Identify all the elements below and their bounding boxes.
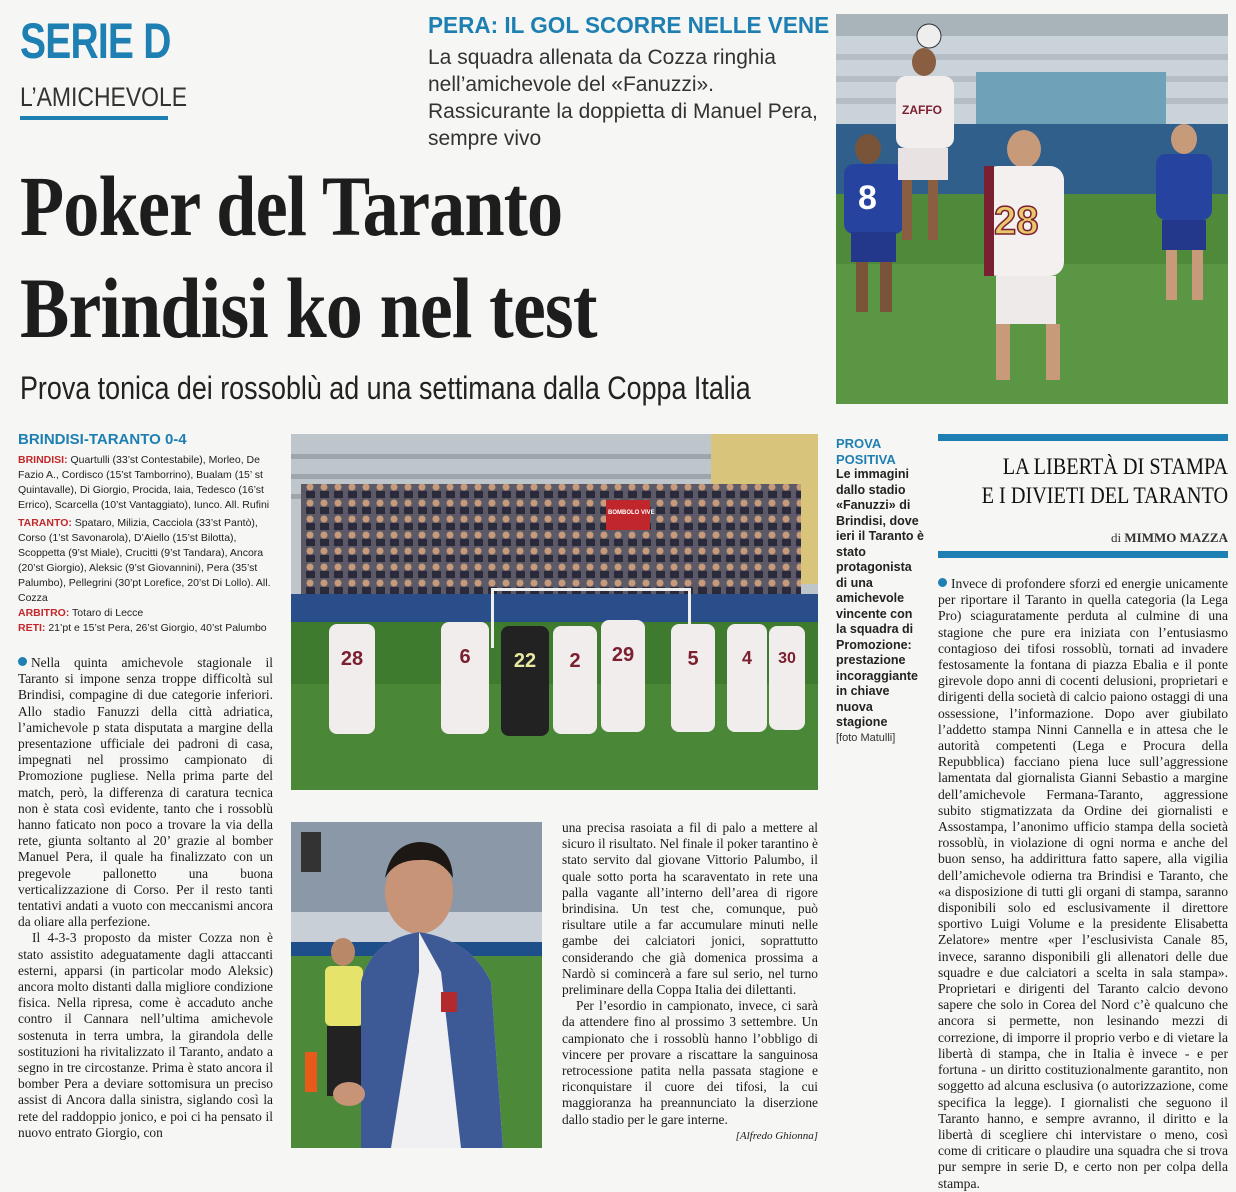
article-paragraph-1: Nella quinta amichevole stagionale il Taranto si impone senza troppe difficoltà sul Brindisi, compagine di due categorie inferiori. Allo stadio Fanuzzi della città adriatica, l’amichevole p stata disputata a margine della presentazione ufficiale dei padroni di casa, impegnati nel prossimo campionato di Promozione pugliese. Nella prima parte del match, però, la differenza di caratura tecnica non è stata così evidente, tanto che i rossoblù hanno faticato non poco a trovare la via della rete, giunta soltanto al 20’ grazie al bomber Manuel Pera, il quale ha finalizzato con un pregevole pallonetto una buona verticalizzazione di Corso. Per il resto tanti tentativi andati a vuoto con meccanismi ancora da oliare alla perfezione. <box>18 655 273 930</box>
arbitro-label: ARBITRO: <box>18 607 70 619</box>
goals-line <box>18 621 280 636</box>
match-action-photo <box>836 14 1228 404</box>
sidebar-rule-bottom <box>938 551 1228 558</box>
article-column-3 <box>562 820 818 1144</box>
player-number: 5 <box>687 648 699 670</box>
caption-title-line2: POSITIVA <box>836 451 896 467</box>
match-scorebox <box>18 432 280 636</box>
team-celebration-photo <box>291 434 818 790</box>
article-column-1 <box>18 655 273 1141</box>
player-number: 28 <box>340 648 364 670</box>
subsection-label: L’AMICHEVOLE <box>20 82 188 112</box>
player-figure <box>553 626 597 734</box>
shirt-sponsor-text: ZAFFO <box>902 103 942 117</box>
headline-line1: Poker del Taranto <box>20 158 563 254</box>
caption-text: Le immagini dallo stadio «Fanuzzi» di Brindisi, dove ieri il Taranto è stato protagonista di una amichevole vincente con la squadra di Promozione: prestazione incoraggiante in chiave nuova stagione <box>836 467 924 729</box>
player-figure <box>601 620 645 732</box>
arbitro-text: Totaro di Lecce <box>69 607 144 619</box>
sidebar-title-line2: E I DIVIETI DEL TARANTO <box>981 483 1228 508</box>
taranto-label: TARANTO: <box>18 517 72 529</box>
brindisi-label: BRINDISI: <box>18 454 68 466</box>
sidebar-title-line1: LA LIBERTÀ DI STAMPA <box>1002 454 1228 479</box>
player-number: 6 <box>459 646 471 668</box>
sidebar-title <box>938 452 1228 510</box>
deck: Prova tonica dei rossoblù ad una settimana dalla Coppa Italia <box>20 370 751 406</box>
player-figure <box>329 624 375 734</box>
kicker-text: La squadra allenata da Cozza ringhia nell’amichevole del «Fanuzzi». Rassicurante la doppietta di Manuel Pera, sempre vivo <box>428 46 818 150</box>
goalkeeper-figure <box>501 626 549 736</box>
player-number: 22 <box>513 650 537 672</box>
taranto-text: Spataro, Milizia, Cacciola (33’st Pantò), Corso (1’st Savonarola), D’Aiello (15’st Bilotta), Scoppetta (9’st Miale), Crucitti (9’st Tandara), Ancora (20’st Giorgio), Aleksic (9’st Giovannini), Pera (35’st Palumbo), Pellegrini (30’pt Lorefice, 20’st Di Lollo). All. Cozza <box>18 517 271 604</box>
bullet-icon <box>938 578 947 587</box>
player-figure <box>727 624 767 732</box>
coach-photo <box>291 822 542 1148</box>
player-number: 30 <box>778 650 796 667</box>
player-figure <box>769 626 805 730</box>
kicker-title: PERA: IL GOL SCORRE NELLE VENE <box>428 12 830 38</box>
sidebar-rule-top <box>938 434 1228 441</box>
bullet-icon <box>18 657 27 666</box>
player-number: 29 <box>611 644 635 666</box>
player-figure <box>441 622 489 734</box>
article-paragraph-2: Il 4-3-3 proposto da mister Cozza non è stato assistito adeguatamente dagli attaccanti esterni, apparsi (in particolar modo Aleksic) ancora molto distanti dalla migliore condizione fisica. Nella ripresa, come è accaduto anche contro il Cannara nell’ultima amichevole sostenuta in terra umbra, la girandola delle sostituzioni ha rivitalizzato il Taranto, andato a segno in tre circostanze. Prima è stato ancora il bomber Pera a deviare sottomisura un preciso assist di Ancora dalla sinistra, siglando così la rete del raddoppio jonico, e poi ci ha pensato il nuovo entrato Giorgio, con <box>18 930 273 1140</box>
referee-line <box>18 606 280 621</box>
article-credit: [Alfredo Ghionna] <box>735 1129 818 1142</box>
article-paragraph-4: Per l’esordio in campionato, invece, ci sarà da attendere fino al prossimo 3 settembre. Un campionato che i rossoblù hanno l’obbligo di vincere per provare a riscattare la sanguinosa retrocessione patita nella passata stagione e riconquistare il cuore dei tifosi, la cui maggioranza ha preannunciato la diserzione dallo stadio per le gare interne. <box>562 998 818 1127</box>
brindisi-lineup <box>18 453 280 513</box>
byline-author: MIMMO MAZZA <box>1124 530 1228 545</box>
player-number: 2 <box>569 650 581 672</box>
shirt-number-28: 28 <box>994 199 1039 243</box>
article-paragraph-3: una precisa rasoiata a fil di palo a mettere al sicuro il risultato. Nel finale il poker tarantino è stato servito dal giovane Vittorio Palumbo, il quale sotto porta ha scaraventato in rete una palla vagante all’interno dell’area di rigore brindisina. Un test che, comunque, può risultare utile a far accumulare minuti nelle gambe dei calciatori jonici, soprattutto considerando che già domenica prossima a Nardò si comincerà a fare sul serio, nel turno preliminare della Coppa Italia dei dilettanti. <box>562 820 818 998</box>
taranto-lineup <box>18 516 280 606</box>
subsection-rule <box>20 116 168 120</box>
photo-caption <box>836 436 926 746</box>
sidebar-text: Invece di profondere sforzi ed energie unicamente per riportare il Taranto in quella categoria (la Lega Pro) sciaguratamente perduta al culmine di una stagione che pure era iniziata con l’entusiasmo contagioso dei tifosi rossoblù, tornati ad invadere festosamente la fontana di piazza Ebalia e il ponte girevole dopo anni di cocenti delusioni, proprietari e dirigenti della società di calcio paiono ostaggi di una ossessione, l’informazione. Dopo aver giubilato l’addetto stampa Ninni Cannella e in attesa che le autorità competenti (Lega e Procura della Repubblica) facciano piena luce sull’aggressione lamentata dal giornalista Gianni Sebastio a margine dell’amichevole Fermana-Taranto, aggressione subito stigmatizzata da Ordine dei giornalisti e Assostampa, l’anonimo ufficio stampa della società rossoblù, in violazione di ogni norma e anche del buon senso, ha addirittura fatto sapere, alla vigilia dell’amichevole odierna tra Brindisi e Taranto, che «a disposizione di tutti gli organi di stampa, saranno disponibili solo ed esclusivamente il direttore sportivo Luigi Volume e la presidente Elisabetta Zelatore» mentre «per l’esclusivista Canale 85, invece, saranno disponibili gli allenatori delle due squadre e due calciatori a scelta in sala stampa». Proprietari e dirigenti del Taranto calcio devono sapere che solo in Corea del Nord c’è qualcuno che ancora si permette, non lesinando mezzi di correzione, di imporre il proprio verbo e di vietare la libertà di stampa, che in Italia è invece - e per fortuna - un diritto costituzionalmente garantito, non soggetto ad alcuna esclusiva (o autorizzazione, come specifica la legge). I giornalisti che seguono il Taranto hanno, e sempre avranno, il diritto e la libertà di scegliere chi intervistare o meno, così come di criticare o plaudire una squadra che si trova pur sempre in serie D, e certo non per colpa della stampa. <box>938 576 1228 1191</box>
section-title: SERIE D <box>20 13 171 69</box>
brindisi-text: Quartulli (33’st Contestabile), Morleo, De Fazio A., Cordisco (15’st Tamborrino), Bualam (15’ st Quintavalle), Di Giorgio, Procida, Iaia, Tedesco (16’st Errico), Scarcella (10’st Vantaggiato), Iunco. All. Rufini <box>18 454 270 511</box>
caption-title-line1: PROVA <box>836 436 882 451</box>
fan-banner-text: BOMBOLO VIVE <box>608 510 655 516</box>
byline-prefix: di <box>1111 530 1125 545</box>
score-title: BRINDISI-TARANTO 0-4 <box>18 431 187 448</box>
sidebar-column <box>938 576 1228 1192</box>
player-figure <box>671 624 715 732</box>
shirt-number-8: 8 <box>858 179 877 217</box>
sidebar-byline <box>938 530 1228 546</box>
reti-text: 21’pt e 15’st Pera, 26’st Giorgio, 40’st Palumbo <box>45 622 267 634</box>
player-number: 4 <box>741 648 752 668</box>
reti-label: RETI: <box>18 622 46 634</box>
caption-credit: [foto Matulli] <box>836 731 896 744</box>
headline-line2: Brindisi ko nel test <box>20 260 597 356</box>
